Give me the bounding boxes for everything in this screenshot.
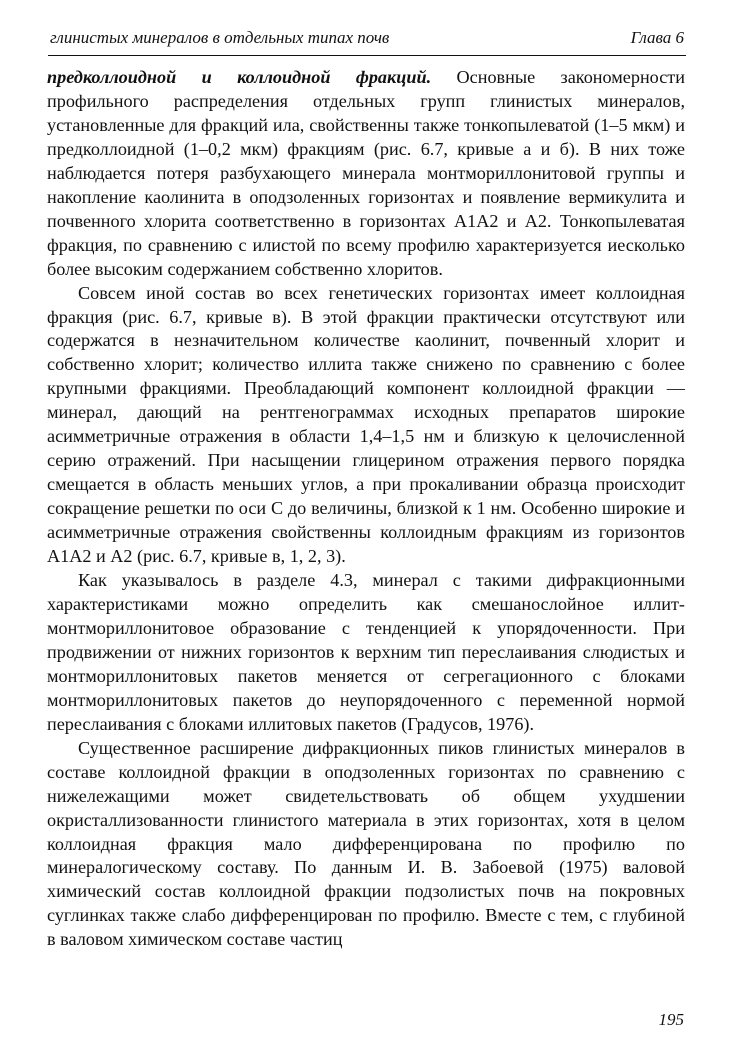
paragraph-lead: предколлоидной и коллоидной фракций. <box>47 67 432 87</box>
running-header <box>50 28 684 48</box>
paragraph-1-text: Основные закономерности профильного распределения отдельных групп глинистых минералов, установленные для фракций ила, свойственны также тонкопылеватой (1–5 мкм) и предколлоидной (1–0,2 мкм) фракциям (рис. 6.7, кривые а и б). В них тоже наблюдается потеря разбухающего минерала монтмориллонитовой группы и накопление каолинита в оподзоленных горизонтах и появление вермикулита и почвенного хлорита соответственно в горизонтах A1A2 и A2. Тонкопылеватая фракция, по сравнению с илистой по всему профилю характеризуется иесколько более высоким содержанием собственно хлоритов. <box>47 67 685 279</box>
paragraph-4: Существенное расширение дифракционных пиков глинистых минералов в составе коллоидной фракции в оподзоленных горизонтах по сравнению с нижележащими может свидетельствовать об общем ухудшении окристаллизованности глинистого материала в этих горизонтах, хотя в целом коллоидная фракция мало дифференцирована по профилю по минералогическому составу. По данным И. В. Забоевой (1975) валовой химический состав коллоидной фракции подзолистых почв на покровных суглинках также слабо дифференцирован по профилю. Вместе с тем, с глубиной в валовом химическом составе частиц <box>47 737 685 950</box>
paragraph-3: Как указывалось в разделе 4.3, минерал с такими дифракционными характеристиками можно определить как смешанослойное иллит-монтмориллонитовое образование с тенденцией к упорядоченности. При продвижении от нижних горизонтов к верхним тип переслаивания слюдистых и монтмориллонитовых пакетов меняется от сегрегационного с блоками монтмориллонитовых пакетов до неупорядоченного с переменной нормой переслаивания с блоками иллитовых пакетов (Градусов, 1976). <box>47 570 685 734</box>
body-text <box>47 66 685 952</box>
running-header-title: глинистых минералов в отдельных типах почв <box>50 28 390 47</box>
running-header-chapter: Глава 6 <box>630 28 684 47</box>
header-rule <box>48 55 686 56</box>
paragraph-1 <box>47 66 685 282</box>
page-number: 195 <box>658 1010 684 1029</box>
paragraph-2: Совсем иной состав во всех генетических горизонтах имеет коллоидная фракция (рис. 6.7, кривые в). В этой фракции практически отсутствуют или содержатся в незначительном количестве каолинит, почвенный хлорит и собственно хлорит; количество иллита также снижено по сравнению с более крупными фракциями. Преобладающий компонент коллоидной фракции — минерал, дающий на рентгенограммах исходных препаратов широкие асимметричные отражения в области 1,4–1,5 нм и близкую к целочисленной серию отражений. При насыщении глицерином отражения первого порядка смещается в область меньших углов, а при прокаливании образца происходит сокращение решетки по оси С до величины, близкой к 1 нм. Особенно широкие и асимметричные отражения свойственны коллоидным фракциям из горизонтов A1A2 и A2 (рис. 6.7, кривые в, 1, 2, 3). <box>47 282 685 567</box>
